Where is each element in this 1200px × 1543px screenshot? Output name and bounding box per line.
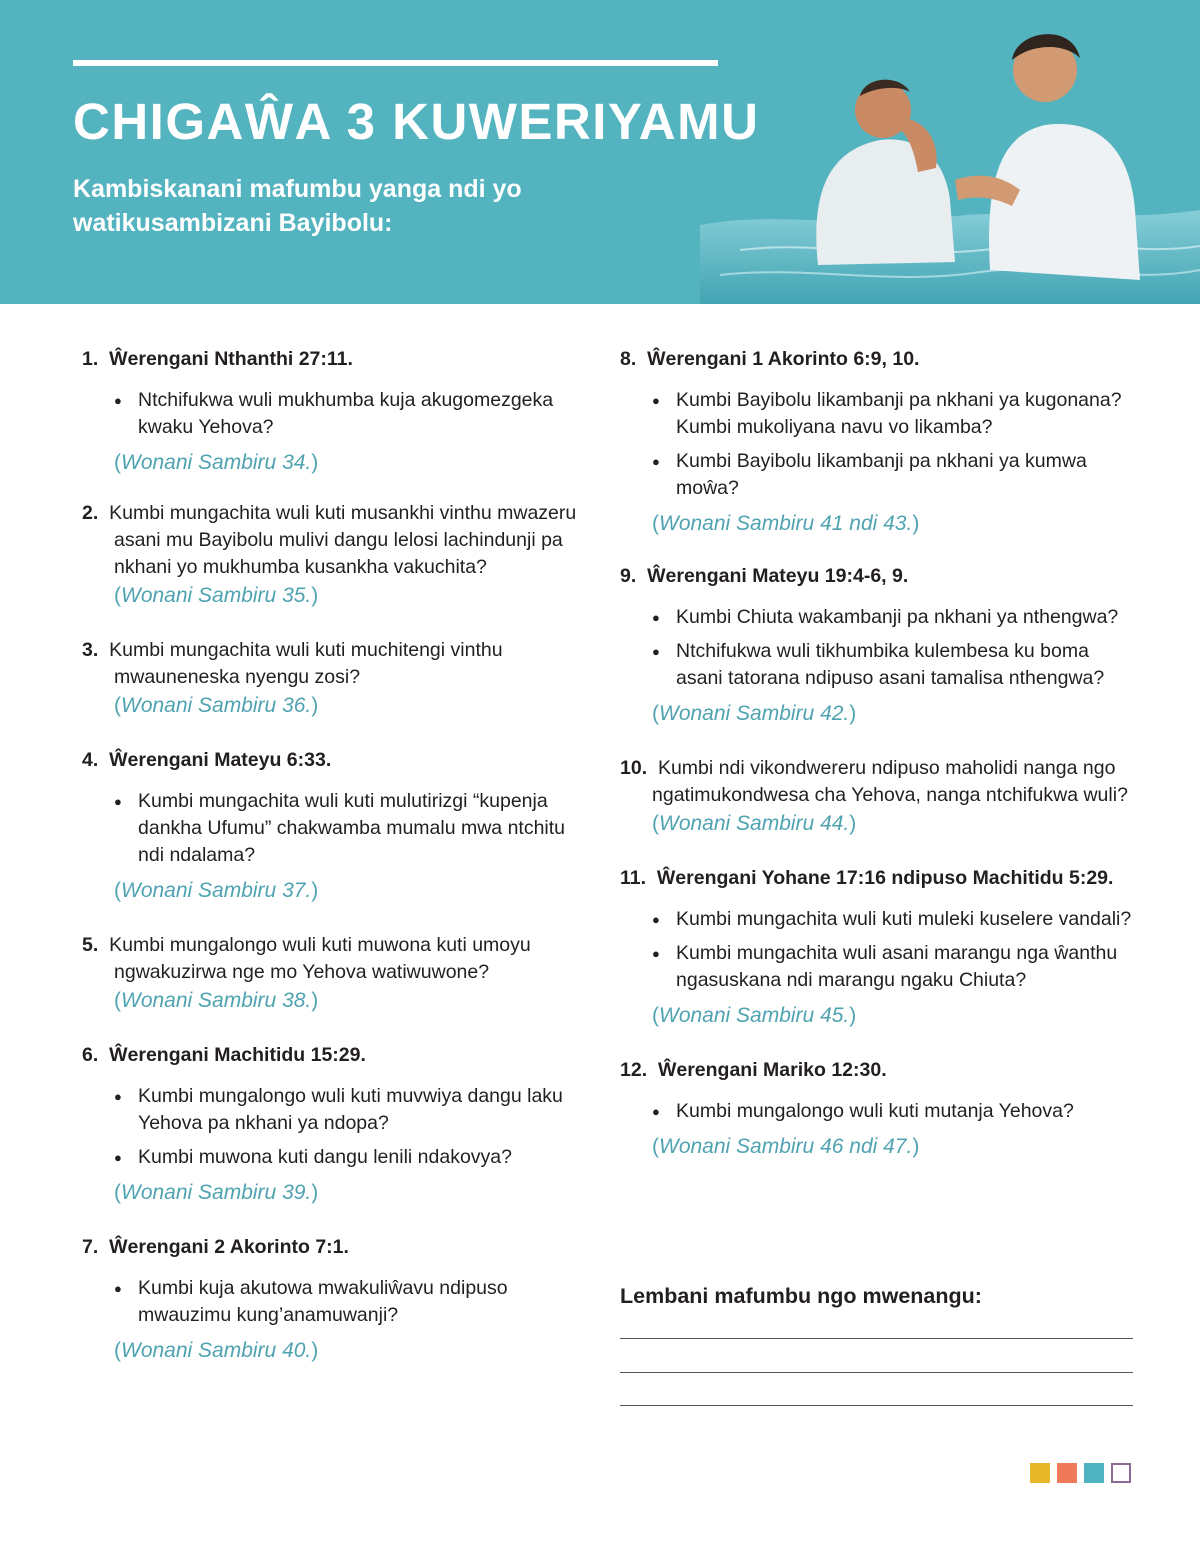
question-text: 10. Kumbi ndi vikondwereru ndipuso maholidi nanga ngo ngatimukondwesa cha Yehova, nanga ntchifukwa wuli? [620,757,1128,806]
reading-instruction: Ŵerengani Nthanthi 27:11. [109,348,353,370]
question-number: 3. [82,639,99,661]
square-teal [1084,1463,1104,1483]
question-9 [620,563,1135,729]
note-writing-line[interactable] [620,1405,1133,1406]
baptism-illustration [700,0,1200,304]
bullet-item: ● Kumbi Chiuta wakambanji pa nkhani ya nthengwa? [652,604,1135,631]
question-4 [82,747,582,906]
page-title: CHIGAŴA 3 KUWERIYAMU [73,93,760,150]
question-8 [620,346,1135,539]
reference-link[interactable]: (Wonani Sambiru 38.) [114,989,319,1012]
question-5 [82,932,582,1016]
bullet-item: ● Kumbi mungachita wuli asani marangu nga ŵanthu ngasuskana ndi marangu ngaku Chiuta? [652,940,1135,994]
question-bullets [82,387,582,441]
notes-label: Lembani mafumbu ngo mwenangu: [620,1284,982,1308]
question-heading [620,346,1135,373]
reading-instruction: Ŵerengani Yohane 17:16 ndipuso Machitidu 5:29. [656,867,1114,889]
question-text: 3. Kumbi mungachita wuli kuti muchitengi vinthu mwauneneska nyengu zosi? [82,639,503,688]
reference-link[interactable]: (Wonani Sambiru 46 ndi 47.) [652,1135,920,1158]
question-heading [82,1042,582,1069]
reading-instruction: Ŵerengani Mariko 12:30. [657,1059,887,1081]
bullet-item: ● Ntchifukwa wuli mukhumba kuja akugomezgeka kwaku Yehova? [114,387,582,441]
note-writing-line[interactable] [620,1372,1133,1373]
progress-squares [1030,1463,1131,1483]
question-number: 9. [620,565,637,587]
bullet-item: ● Kumbi Bayibolu likambanji pa nkhani ya kugonana? Kumbi mukoliyana navu vo likamba? [652,387,1135,441]
question-heading [82,747,582,774]
bullet-item: ● Kumbi muwona kuti dangu lenili ndakovya? [114,1144,582,1171]
bullet-item: ● Kumbi Bayibolu likambanji pa nkhani ya kumwa moŵa? [652,448,1135,502]
question-3 [82,637,582,721]
question-bullets [620,906,1135,994]
reference-link[interactable]: (Wonani Sambiru 36.) [114,694,319,717]
bullet-item: ● Ntchifukwa wuli tikhumbika kulembesa ku boma asani tatorana ndipuso asani tamalisa nthengwa? [652,638,1135,692]
question-number: 7. [82,1236,99,1258]
page-subtitle: Kambiskanani mafumbu yanga ndi yo watikusambizani Bayibolu: [73,175,522,237]
question-number: 4. [82,749,99,771]
questions-right-column [620,346,1135,1162]
reading-instruction: Ŵerengani Machitidu 15:29. [109,1044,366,1066]
reference-link[interactable]: (Wonani Sambiru 45.) [652,1004,857,1027]
question-heading [620,865,1135,892]
square-yellow [1030,1463,1050,1483]
question-10 [620,755,1135,839]
reference-link[interactable]: (Wonani Sambiru 44.) [652,812,857,835]
bullet-item: ● Kumbi mungachita wuli kuti mulutirizgi “kupenja dankha Ufumu” chakwamba mumalu mwa ntchitu ndi ndalama? [114,788,582,869]
question-text: 2. Kumbi mungachita wuli kuti musankhi vinthu mwazeru asani mu Bayibolu mulivi dangu lelosi lachindunji pa nkhani yo mukhumba kusankha vakuchita? [82,502,577,578]
bullet-item: ● Kumbi mungalongo wuli kuti muvwiya dangu laku Yehova pa nkhani ya ndopa? [114,1083,582,1137]
reference-link[interactable]: (Wonani Sambiru 42.) [652,702,857,725]
question-heading [620,563,1135,590]
question-1 [82,346,582,478]
bullet-item: ● Kumbi kuja akutowa mwakuliŵavu ndipuso mwauzimu kung’anamuwanji? [114,1275,582,1329]
question-12 [620,1057,1135,1162]
question-bullets [620,387,1135,502]
question-7 [82,1234,582,1366]
question-bullets [82,1083,582,1171]
note-writing-line[interactable] [620,1338,1133,1339]
question-number: 10. [620,757,648,779]
square-orange [1057,1463,1077,1483]
reference-link[interactable]: (Wonani Sambiru 41 ndi 43.) [652,512,920,535]
question-11 [620,865,1135,1031]
question-bullets [620,1098,1135,1125]
question-bullets [620,604,1135,692]
question-bullets [82,1275,582,1329]
bullet-item: ● Kumbi mungachita wuli kuti muleki kuselere vandali? [652,906,1135,933]
header-banner [0,0,1200,304]
reference-link[interactable]: (Wonani Sambiru 39.) [114,1181,319,1204]
reference-link[interactable]: (Wonani Sambiru 40.) [114,1339,319,1362]
question-2 [82,500,582,611]
question-text: 5. Kumbi mungalongo wuli kuti muwona kuti umoyu ngwakuzirwa nge mo Yehova watiwuwone? [82,934,531,983]
questions-left-column [82,346,582,1366]
question-bullets [82,788,582,869]
question-number: 5. [82,934,99,956]
question-number: 11. [620,867,647,889]
reading-instruction: Ŵerengani 1 Akorinto 6:9, 10. [647,348,920,370]
question-number: 2. [82,502,99,524]
question-number: 12. [620,1059,648,1081]
question-heading [82,1234,582,1261]
question-number: 8. [620,348,637,370]
square-outline [1111,1463,1131,1483]
question-6 [82,1042,582,1208]
question-heading [82,346,582,373]
reading-instruction: Ŵerengani Mateyu 19:4-6, 9. [647,565,909,587]
reading-instruction: Ŵerengani 2 Akorinto 7:1. [109,1236,349,1258]
reference-link[interactable]: (Wonani Sambiru 35.) [114,584,319,607]
bullet-item: ● Kumbi mungalongo wuli kuti mutanja Yehova? [652,1098,1135,1125]
question-number: 6. [82,1044,99,1066]
question-heading [620,1057,1135,1084]
reference-link[interactable]: (Wonani Sambiru 34.) [114,451,319,474]
question-number: 1. [82,348,99,370]
header-rule [73,60,718,66]
reference-link[interactable]: (Wonani Sambiru 37.) [114,879,319,902]
reading-instruction: Ŵerengani Mateyu 6:33. [109,749,332,771]
